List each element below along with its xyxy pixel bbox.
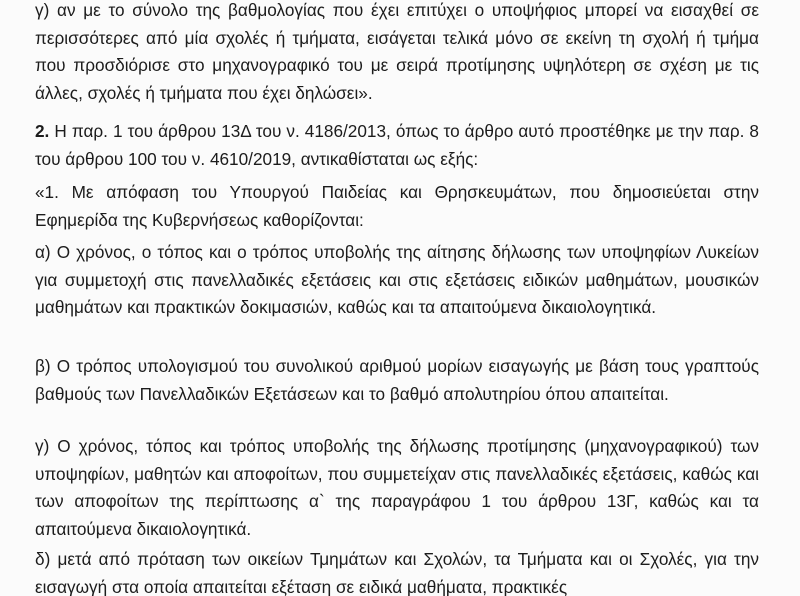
paragraph-text: α) Ο χρόνος, ο τόπος και ο τρόπος υποβολής της αίτησης δήλωσης των υποψηφίων Λυκείων για συμμετοχή στις πανελλαδικές εξετάσεις και στις εξετάσεις ειδικών μαθημάτων, μουσικών μαθημάτων και πρακτικών δοκιμασιών, καθώς και τα απαιτούμενα δικαιολογητικά.	[35, 242, 759, 317]
paragraph-beta	[35, 353, 759, 408]
paragraph-2-amendment	[35, 118, 759, 173]
paragraph-text: «1. Με απόφαση του Υπουργού Παιδείας και Θρησκευμάτων, που δημοσιεύεται στην Εφημερίδα της Κυβερνήσεως καθορίζονται:	[35, 182, 759, 230]
paragraph-text: γ) αν με το σύνολο της βαθμολογίας που έχει επιτύχει ο υποψήφιος μπορεί να εισαχθεί σε περισσότερες από μία σχολές ή τμήματα, εισάγεται τελικά μόνο σε εκείνη τη σχολή ή τμήμα που προσδιόρισε στο μηχανογραφικό του με σειρά προτίμησης υψηλότερη σε σχέση με τις άλλες, σχολές ή τμήματα που έχει δηλώσει».	[35, 0, 759, 103]
paragraph-number: 2.	[35, 121, 50, 141]
paragraph-text: Η παρ. 1 του άρθρου 13Δ του ν. 4186/2013, όπως το άρθρο αυτό προστέθηκε με την παρ. 8 του άρθρου 100 του ν. 4610/2019, αντικαθίσταται ως εξής:	[35, 121, 759, 169]
paragraph-gamma	[35, 433, 759, 543]
paragraph-alpha	[35, 239, 759, 322]
paragraph-ministerial-decision	[35, 179, 759, 234]
paragraph-text: δ) μετά από πρόταση των οικείων Τμημάτων και Σχολών, τα Τμήματα και οι Σχολές, για την εισαγωγή στα οποία απαιτείται εξέταση σε ειδικά μαθήματα, πρακτικές	[35, 549, 759, 596]
paragraph-gamma-admission-rule	[35, 0, 759, 107]
paragraph-text: γ) Ο χρόνος, τόπος και τρόπος υποβολής της δήλωσης προτίμησης (μηχανογραφικού) των υποψηφίων, μαθητών και αποφοίτων, που συμμετείχαν στις πανελλαδικές εξετάσεις, καθώς και των αποφοίτων της περίπτωσης α` της παραγράφου 1 του άρθρου 13Γ, καθώς και τα απαιτούμενα δικαιολογητικά.	[35, 436, 759, 539]
paragraph-text: β) Ο τρόπος υπολογισμού του συνολικού αριθμού μορίων εισαγωγής με βάση τους γραπτούς βαθμούς των Πανελλαδικών Εξετάσεων και το βαθμό απολυτηρίου όπου απαιτείται.	[35, 356, 759, 404]
paragraph-delta	[35, 546, 759, 596]
